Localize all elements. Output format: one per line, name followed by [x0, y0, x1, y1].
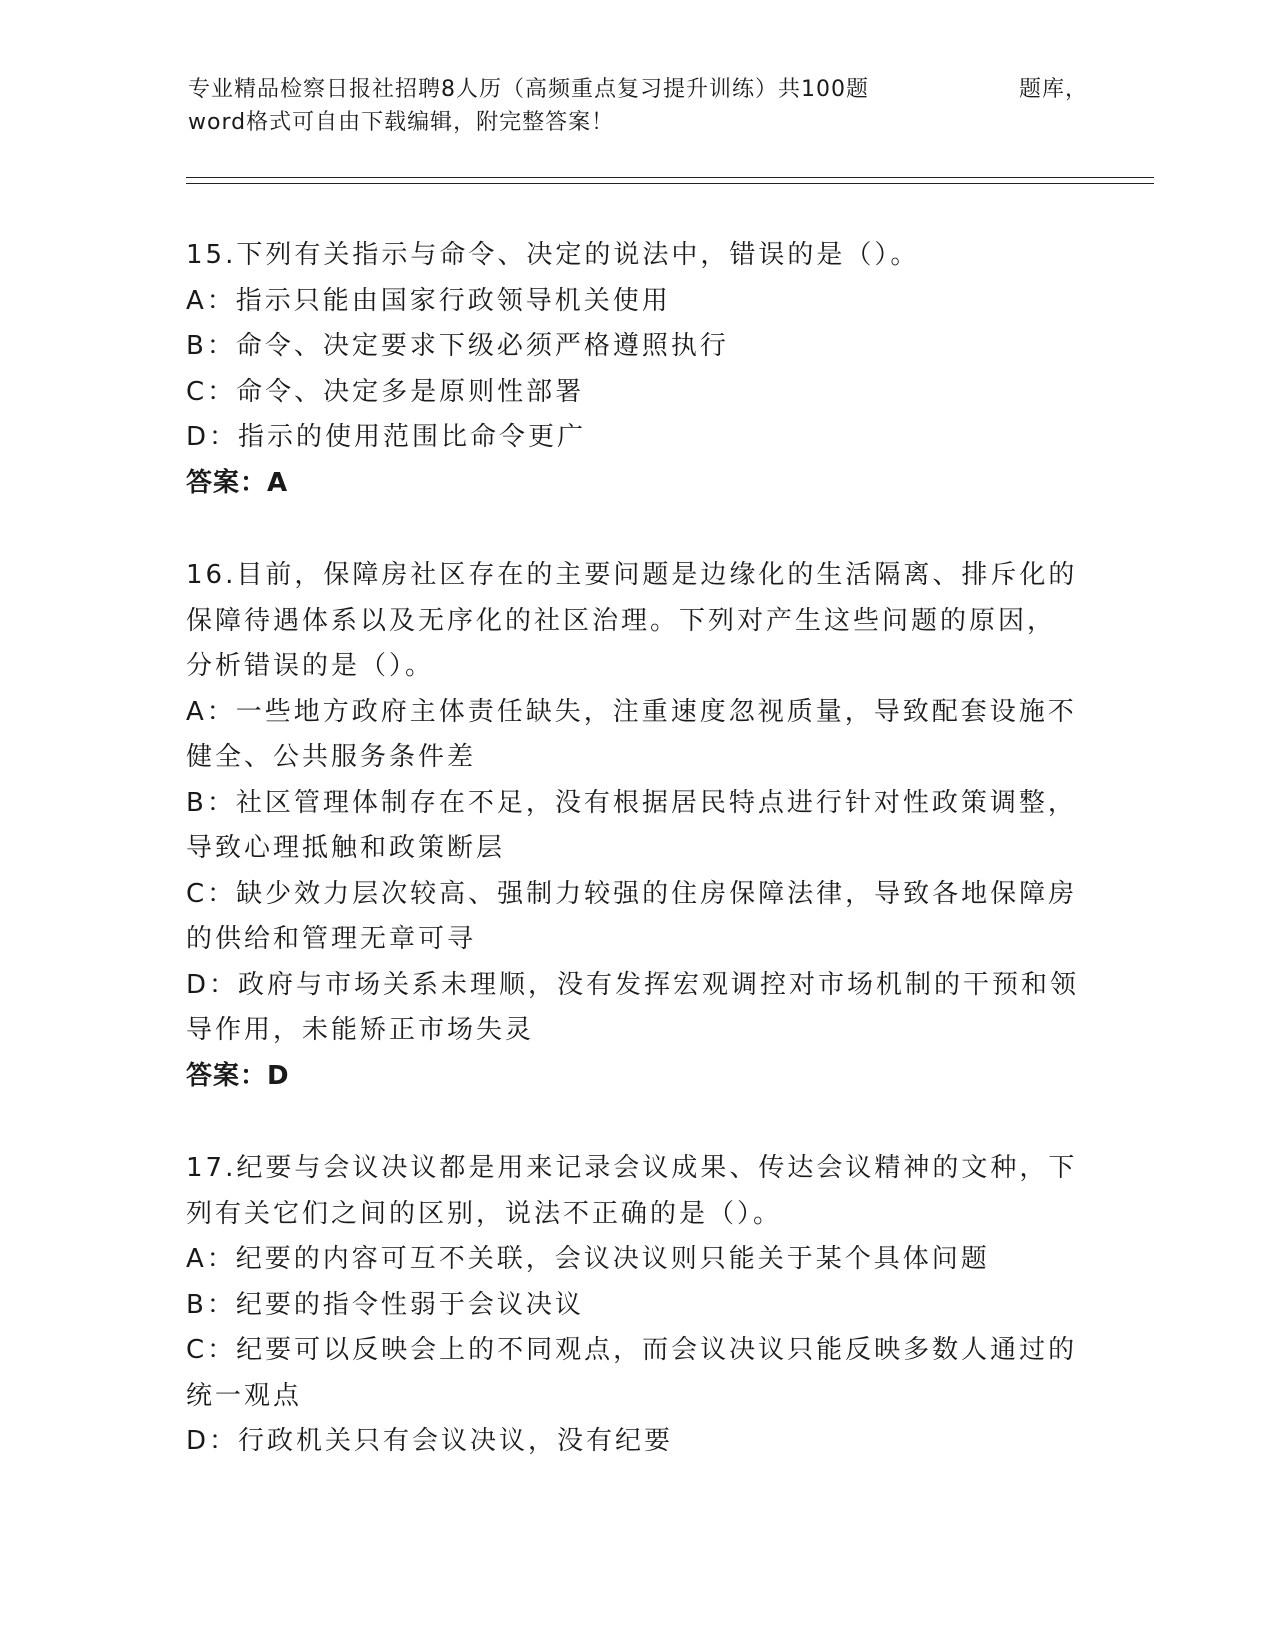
option-d: D：行政机关只有会议决议，没有纪要: [186, 1426, 674, 1456]
question-16: [186, 553, 1086, 1099]
option-a-cont: 健全、公共服务条件差: [186, 742, 477, 772]
question-15: [186, 233, 1086, 506]
question-stem-line: 保障待遇体系以及无序化的社区治理。下列对产生这些问题的原因，: [186, 605, 1057, 636]
document-header: [188, 73, 1088, 139]
option-d-cont: 导作用，未能矫正市场失灵: [186, 1015, 535, 1045]
question-stem-line: 17.纪要与会议决议都是用来记录会议成果、传达会议精神的文种，下: [186, 1153, 1078, 1183]
option-c: C：命令、决定多是原则性部署: [186, 376, 585, 407]
header-title: 专业精品检察日报社招聘8人历（高频重点复习提升训练）共100题: [188, 77, 869, 102]
question-stem-line: 列有关它们之间的区别，说法不正确的是（）。: [186, 1198, 783, 1229]
option-b: B：命令、决定要求下级必须严格遵照执行: [186, 331, 729, 361]
option-b-cont: 导致心理抵触和政策断层: [186, 833, 506, 863]
question-17: [186, 1146, 1086, 1465]
option-d: D：指示的使用范围比命令更广: [186, 422, 587, 452]
option-b: B：纪要的指令性弱于会议决议: [186, 1289, 584, 1320]
question-stem-line: 分析错误的是（）。: [186, 651, 435, 681]
option-c: C：缺少效力层次较高、强制力较强的住房保障法律，导致各地保障房: [186, 878, 1078, 909]
option-d: D：政府与市场关系未理顺，没有发挥宏观调控对市场机制的干预和领: [186, 969, 1080, 1000]
option-c-cont: 统一观点: [186, 1380, 303, 1411]
questions-list: [186, 233, 1086, 1512]
question-stem-line: 15.下列有关指示与命令、决定的说法中，错误的是（）。: [186, 240, 920, 270]
answer-label: 答案：D: [186, 1060, 290, 1091]
option-c: C：纪要可以反映会上的不同观点，而会议决议只能反映多数人通过的: [186, 1335, 1078, 1365]
header-title-suffix: 题库，: [1018, 77, 1088, 102]
option-a: A：指示只能由国家行政领导机关使用: [186, 285, 671, 316]
option-c-cont: 的供给和管理无章可寻: [186, 924, 477, 954]
option-a: A：一些地方政府主体责任缺失，注重速度忽视质量，导致配套设施不: [186, 696, 1077, 727]
header-subtitle: word格式可自由下载编辑，附完整答案！: [188, 110, 615, 135]
option-a: A：纪要的内容可互不关联，会议决议则只能关于某个具体问题: [186, 1244, 990, 1274]
answer-label: 答案：A: [186, 467, 289, 498]
header-line-1: [188, 73, 1088, 106]
header-divider: [186, 177, 1154, 184]
question-stem-line: 16.目前，保障房社区存在的主要问题是边缘化的生活隔离、排斥化的: [186, 560, 1078, 590]
option-b: B：社区管理体制存在不足，没有根据居民特点进行针对性政策调整，: [186, 787, 1077, 818]
